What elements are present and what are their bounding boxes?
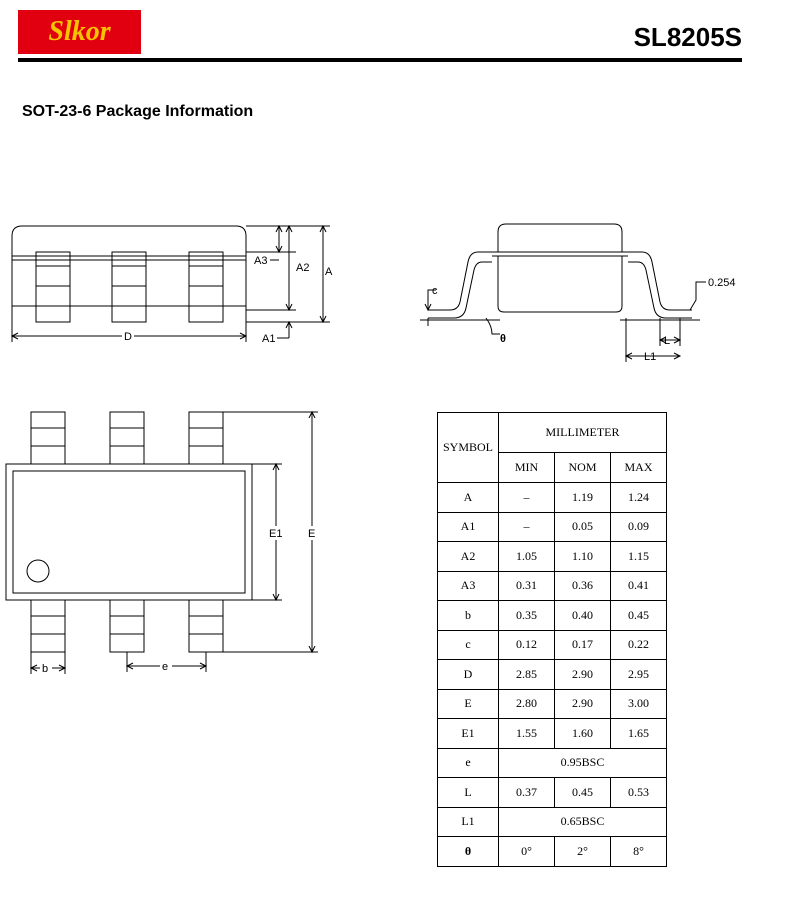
- label-e1: E1: [269, 528, 283, 540]
- nom-cell: 2.90: [555, 660, 611, 690]
- label-d: D: [124, 331, 132, 343]
- max-cell: 0.41: [611, 571, 667, 601]
- side-view-leads: [36, 252, 223, 322]
- table-row: [438, 630, 667, 660]
- top-view-body: [6, 464, 252, 600]
- symbol-cell: E1: [438, 719, 499, 749]
- nom-cell: 0.17: [555, 630, 611, 660]
- max-cell: 0.09: [611, 512, 667, 542]
- section-title: SOT-23-6 Package Information: [22, 103, 254, 120]
- min-cell: 2.80: [499, 689, 555, 719]
- unit-header: MILLIMETER: [499, 413, 667, 453]
- table-row: [438, 689, 667, 719]
- label-l1: L1: [644, 351, 657, 363]
- symbol-cell: D: [438, 660, 499, 690]
- min-cell: 0.12: [499, 630, 555, 660]
- nom-cell: 2°: [555, 837, 611, 867]
- label-pitch: e: [162, 661, 169, 673]
- symbol-cell: A3: [438, 571, 499, 601]
- symbol-cell: c: [438, 630, 499, 660]
- table-row: [438, 807, 667, 837]
- table-row: [438, 601, 667, 631]
- label-e: E: [308, 528, 316, 540]
- max-cell: 3.00: [611, 689, 667, 719]
- min-cell: 0°: [499, 837, 555, 867]
- min-cell: 0.35: [499, 601, 555, 631]
- nom-header: NOM: [555, 453, 611, 483]
- nom-cell: 0.05: [555, 512, 611, 542]
- table-row: [438, 748, 667, 778]
- nom-cell: 1.60: [555, 719, 611, 749]
- table-row: [438, 571, 667, 601]
- label-gauge: 0.254: [708, 277, 736, 289]
- end-view: [420, 224, 736, 363]
- label-theta: θ: [500, 333, 506, 345]
- top-view: [6, 412, 318, 675]
- min-cell: 1.55: [499, 719, 555, 749]
- max-cell: 0.53: [611, 778, 667, 808]
- symbol-cell: L: [438, 778, 499, 808]
- max-cell: 0.22: [611, 630, 667, 660]
- symbol-cell: b: [438, 601, 499, 631]
- dimension-table: [437, 412, 667, 867]
- table-row: [438, 660, 667, 690]
- min-cell: –: [499, 512, 555, 542]
- label-a3: A3: [254, 255, 268, 267]
- max-cell: 0.45: [611, 601, 667, 631]
- symbol-cell: e: [438, 748, 499, 778]
- min-cell: 2.85: [499, 660, 555, 690]
- nom-cell: 2.90: [555, 689, 611, 719]
- nom-cell: 0.36: [555, 571, 611, 601]
- symbol-cell: A1: [438, 512, 499, 542]
- symbol-cell: L1: [438, 807, 499, 837]
- table-row: [438, 719, 667, 749]
- min-cell: 0.37: [499, 778, 555, 808]
- span-cell: 0.65BSC: [499, 807, 667, 837]
- max-cell: 1.15: [611, 542, 667, 572]
- symbol-cell: θ: [438, 837, 499, 867]
- table-row: [438, 483, 667, 513]
- max-cell: 1.24: [611, 483, 667, 513]
- symbol-cell: A: [438, 483, 499, 513]
- brand-logo-text: Slkor: [48, 16, 111, 47]
- min-header: MIN: [499, 453, 555, 483]
- max-cell: 2.95: [611, 660, 667, 690]
- min-cell: 0.31: [499, 571, 555, 601]
- end-view-right-lead: [628, 252, 692, 318]
- nom-cell: 0.40: [555, 601, 611, 631]
- table-row: [438, 542, 667, 572]
- table-row: [438, 512, 667, 542]
- side-view: [12, 226, 333, 345]
- part-number: SL8205S: [633, 22, 742, 52]
- symbol-cell: A2: [438, 542, 499, 572]
- nom-cell: 1.10: [555, 542, 611, 572]
- max-header: MAX: [611, 453, 667, 483]
- min-cell: –: [499, 483, 555, 513]
- label-a1: A1: [262, 333, 276, 345]
- label-c: c: [432, 285, 438, 297]
- max-cell: 1.65: [611, 719, 667, 749]
- max-cell: 8°: [611, 837, 667, 867]
- nom-cell: 1.19: [555, 483, 611, 513]
- table-row: [438, 837, 667, 867]
- label-a2: A2: [296, 262, 310, 274]
- min-cell: 1.05: [499, 542, 555, 572]
- symbol-cell: E: [438, 689, 499, 719]
- label-b: b: [42, 663, 49, 675]
- table-row: [438, 778, 667, 808]
- label-a: A: [325, 266, 333, 278]
- symbol-header: SYMBOL: [438, 413, 499, 483]
- label-l: L: [664, 335, 671, 347]
- span-cell: 0.95BSC: [499, 748, 667, 778]
- end-view-body: [492, 224, 628, 312]
- end-view-left-lead: [428, 252, 492, 318]
- nom-cell: 0.45: [555, 778, 611, 808]
